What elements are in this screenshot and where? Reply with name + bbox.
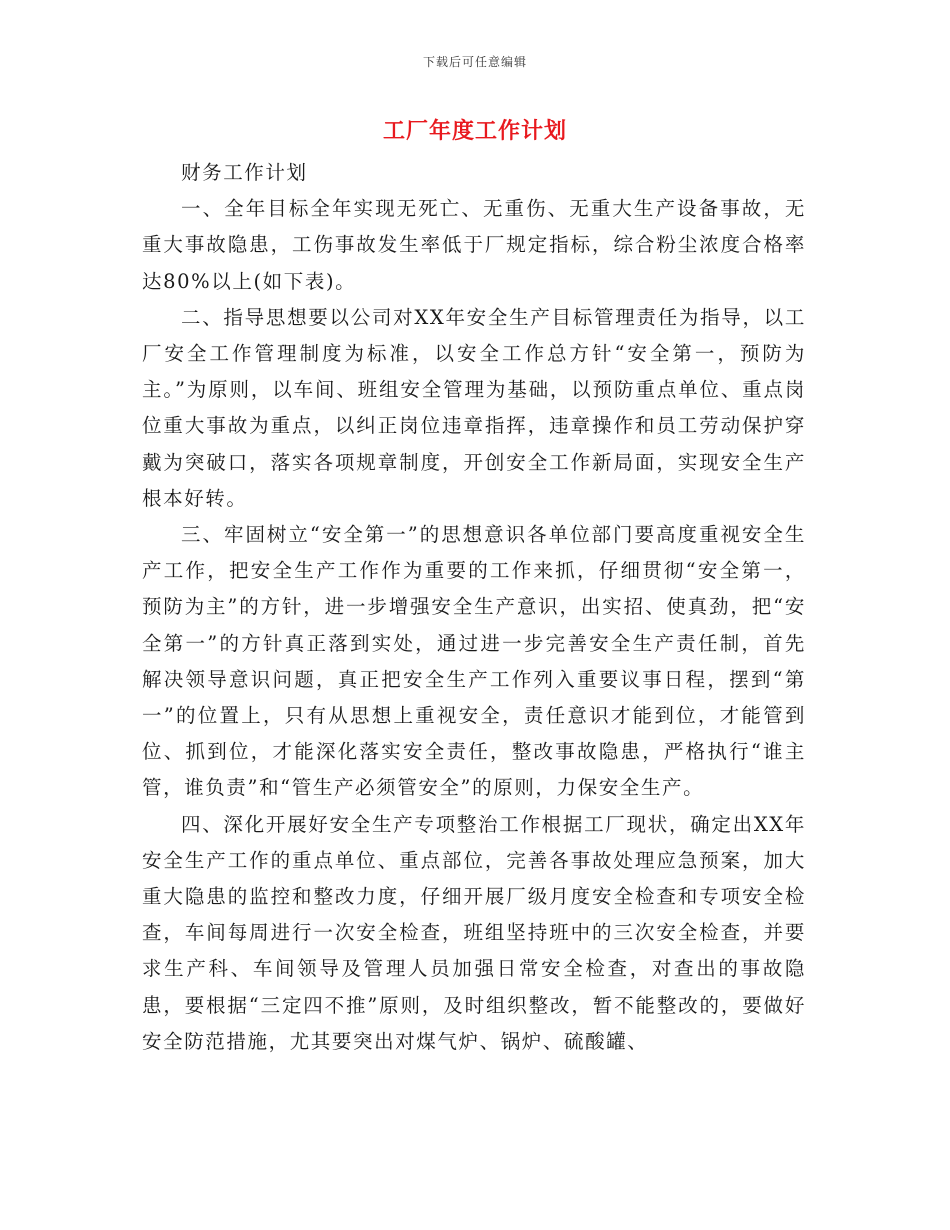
paragraph-3-safety-first: 三、牢固树立“安全第一”的思想意识各单位部门要高度重视安全生产工作，把安全生产工作作为重要的工作来抓，仔细贯彻“安全第一，预防为主”的方针，进一步增强安全生产意识，出实招、使真劲，把“安全第一”的方针真正落到实处，通过进一步完善安全生产责任制，首先解决领导意识问题，真正把安全生产工作列入重要议事日程，摆到“第一”的位置上，只有从思想上重视安全，责任意识才能到位，才能管到位、抓到位，才能深化落实安全责任，整改事故隐患，严格执行“谁主管，谁负责”和“管生产必须管安全”的原则，力保安全生产。 [142,523,806,800]
paragraph-4-special-rectification: 四、深化开展好安全生产专项整治工作根据工厂现状，确定出XX年安全生产工作的重点单位、重点部位，完善各事故处理应急预案，加大重大隐患的监控和整改力度，仔细开展厂级月度安全检查和专项安全检查，车间每周进行一次安全检查，班组坚持班中的三次安全检查，并要求生产科、车间领导及管理人员加强日常安全检查，对查出的事故隐患，要根据“三定四不推”原则，及时组织整改，暂不能整改的，要做好安全防范措施，尤其要突出对煤气炉、锅炉、硫酸罐、 [142,812,806,1053]
document-title: 工厂年度工作计划 [382,118,567,144]
paragraph-1-goals: 一、全年目标全年实现无死亡、无重伤、无重大生产设备事故，无重大事故隐患，工伤事故发生率低于厂规定指标，综合粉尘浓度合格率达80%以上(如下表)。 [142,197,806,293]
header-note: 下载后可任意编辑 [422,55,527,69]
paragraph-2-guiding-ideology: 二、指导思想要以公司对XX年安全生产目标管理责任为指导，以工厂安全工作管理制度为标准，以安全工作总方针“安全第一，预防为主。”为原则，以车间、班组安全管理为基础，以预防重点单位、重点岗位重大事故为重点，以纠正岗位违章指挥，违章操作和员工劳动保护穿戴为突破口，落实各项规章制度，开创安全工作新局面，实现安全生产根本好转。 [142,305,806,510]
document-body [142,155,806,1060]
section-label: 财务工作计划 [181,161,308,184]
